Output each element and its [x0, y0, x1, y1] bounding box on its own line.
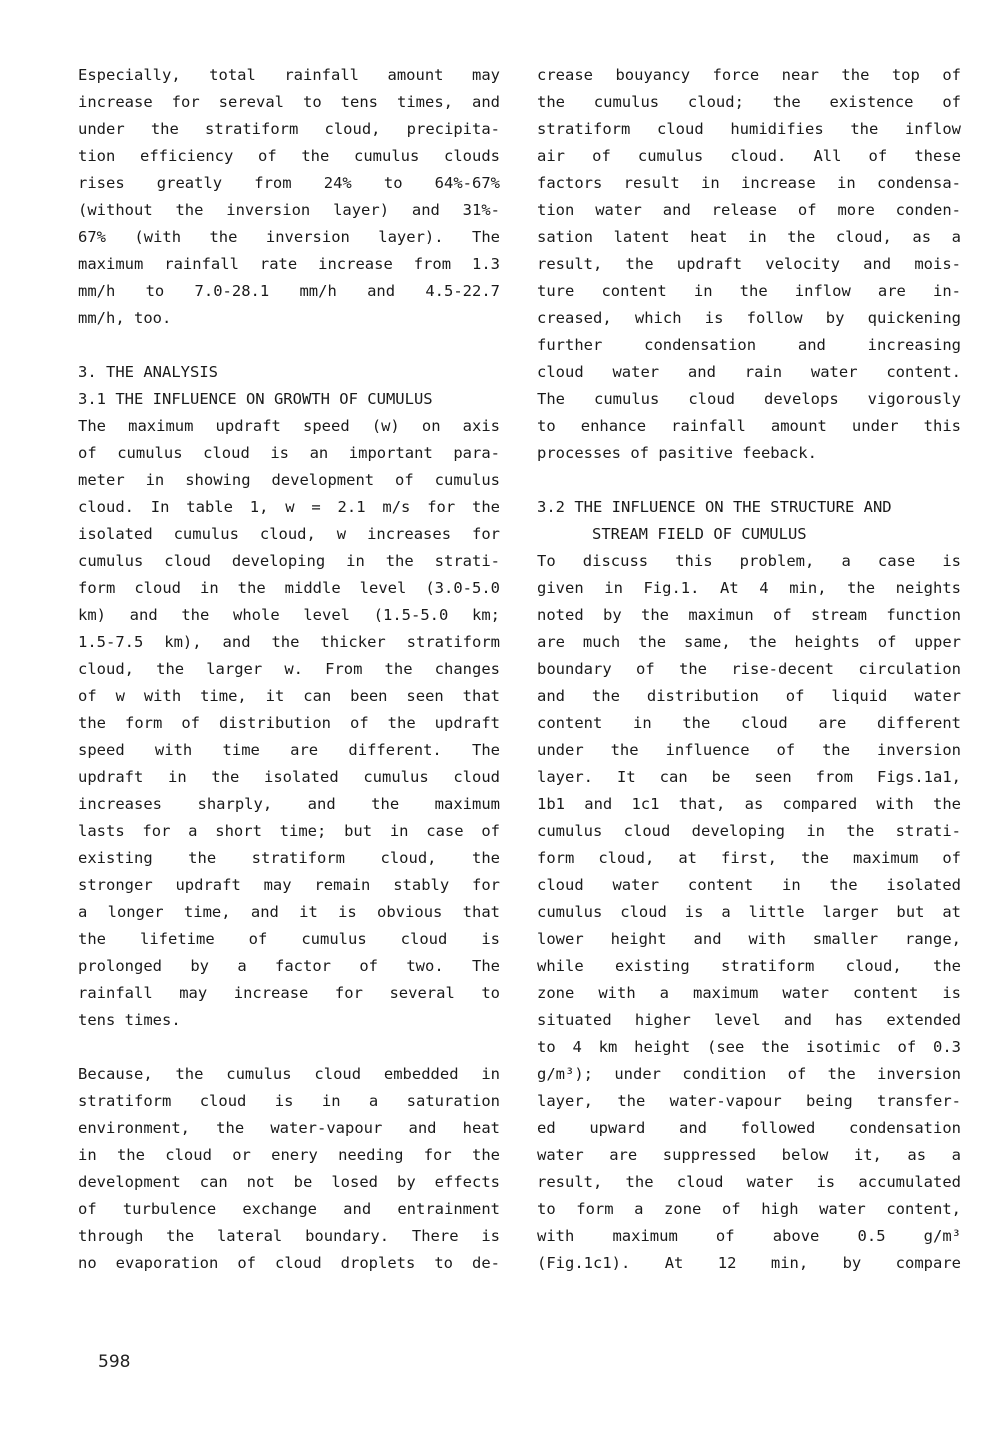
text-line: rainfall may increase for several to	[78, 984, 500, 1002]
text-line: (without the inversion layer) and 31%-	[78, 201, 500, 219]
text-line: ture content in the inflow are in-	[537, 282, 961, 300]
text-line: existing the stratiform cloud, the	[78, 849, 500, 867]
text-line: with maximum of above 0.5 g/m³	[537, 1227, 961, 1245]
text-line: cumulus cloud developing in the strati-	[537, 822, 961, 840]
text-line: the lifetime of cumulus cloud is	[78, 930, 500, 948]
left-paragraph-1	[78, 62, 500, 332]
text-line: form cloud, at first, the maximum of	[537, 849, 961, 867]
text-line: of turbulence exchange and entrainment	[78, 1200, 500, 1218]
text-line: environment, the water-vapour and heat	[78, 1119, 500, 1137]
text-line: noted by the maximun of stream function	[537, 606, 961, 624]
paragraph-gap	[537, 467, 961, 494]
text-line: to enhance rainfall amount under this	[537, 417, 961, 435]
text-line: mm/h, too.	[78, 309, 172, 327]
text-line: boundary of the rise-decent circulation	[537, 660, 961, 678]
right-paragraph-2	[537, 548, 961, 1277]
text-line: increases sharply, and the maximum	[78, 795, 500, 813]
text-line: of w with time, it can been seen that	[78, 687, 500, 705]
text-line: The maximum updraft speed (w) on axis	[78, 417, 500, 435]
text-line: cloud water and rain water content.	[537, 363, 961, 381]
text-line: cloud, the larger w. From the changes	[78, 660, 500, 678]
left-paragraph-3	[78, 1061, 500, 1277]
text-line: form cloud in the middle level (3.0-5.0	[78, 579, 500, 597]
text-line: cumulus cloud is a little larger but at	[537, 903, 961, 921]
text-line: air of cumulus cloud. All of these	[537, 147, 961, 165]
paragraph-gap	[78, 332, 500, 359]
text-line: Because, the cumulus cloud embedded in	[78, 1065, 500, 1083]
text-line: processes of pasitive feeback.	[537, 444, 817, 462]
text-line: tion efficiency of the cumulus clouds	[78, 147, 500, 165]
text-line: are much the same, the heights of upper	[537, 633, 961, 651]
text-line: To discuss this problem, a case is	[537, 552, 961, 570]
text-line: isolated cumulus cloud, w increases for	[78, 525, 500, 543]
text-line: stronger updraft may remain stably for	[78, 876, 500, 894]
text-line: while existing stratiform cloud, the	[537, 957, 961, 975]
text-line: result, the cloud water is accumulated	[537, 1173, 961, 1191]
text-line: cloud. In table 1, w = 2.1 m/s for the	[78, 498, 500, 516]
text-line: 1.5-7.5 km), and the thicker stratiform	[78, 633, 500, 651]
text-line: sation latent heat in the cloud, as a	[537, 228, 961, 246]
text-line: to form a zone of high water content,	[537, 1200, 961, 1218]
text-line: lower height and with smaller range,	[537, 930, 961, 948]
text-line: content in the cloud are different	[537, 714, 961, 732]
text-line: factors result in increase in condensa-	[537, 174, 961, 192]
text-line: 67% (with the inversion layer). The	[78, 228, 500, 246]
text-line: km) and the whole level (1.5-5.0 km;	[78, 606, 500, 624]
text-line: development can not be losed by effects	[78, 1173, 500, 1191]
text-line: zone with a maximum water content is	[537, 984, 961, 1002]
right-column	[537, 62, 961, 1277]
text-line: g/m³); under condition of the inversion	[537, 1065, 961, 1083]
page-number: 598	[98, 1352, 131, 1372]
text-line: no evaporation of cloud droplets to de-	[78, 1254, 500, 1272]
text-line: further condensation and increasing	[537, 336, 961, 354]
text-line: the form of distribution of the updraft	[78, 714, 500, 732]
text-line: cloud water content in the isolated	[537, 876, 961, 894]
text-line: mm/h to 7.0-28.1 mm/h and 4.5-22.7	[78, 282, 500, 300]
right-paragraph-1	[537, 62, 961, 467]
text-line: tion water and release of more conden-	[537, 201, 961, 219]
text-line: rises greatly from 24% to 64%-67%	[78, 174, 500, 192]
text-line: prolonged by a factor of two. The	[78, 957, 500, 975]
section-heading: 3. THE ANALYSIS	[78, 363, 218, 381]
text-line: meter in showing development of cumulus	[78, 471, 500, 489]
subsection-heading: 3.2 THE INFLUENCE ON THE STRUCTURE AND	[537, 498, 892, 516]
text-line: maximum rainfall rate increase from 1.3	[78, 255, 500, 273]
text-line: creased, which is follow by quickening	[537, 309, 961, 327]
left-paragraph-2	[78, 413, 500, 1034]
text-line: the cumulus cloud; the existence of	[537, 93, 961, 111]
text-line: stratiform cloud is in a saturation	[78, 1092, 500, 1110]
text-line: (Fig.1c1). At 12 min, by compare	[537, 1254, 961, 1272]
left-column	[78, 62, 500, 1277]
text-line: ed upward and followed condensation	[537, 1119, 961, 1137]
text-line: crease bouyancy force near the top of	[537, 66, 961, 84]
text-line: situated higher level and has extended	[537, 1011, 961, 1029]
text-line: updraft in the isolated cumulus cloud	[78, 768, 500, 786]
text-line: under the influence of the inversion	[537, 741, 961, 759]
text-line: layer. It can be seen from Figs.1a1,	[537, 768, 961, 786]
text-line: speed with time are different. The	[78, 741, 500, 759]
text-line: given in Fig.1. At 4 min, the neights	[537, 579, 961, 597]
text-line: water are suppressed below it, as a	[537, 1146, 961, 1164]
text-line: layer, the water-vapour being transfer-	[537, 1092, 961, 1110]
text-line: under the stratiform cloud, precipita-	[78, 120, 500, 138]
paragraph-gap	[78, 1034, 500, 1061]
subsection-heading-continued: STREAM FIELD OF CUMULUS	[592, 525, 807, 543]
text-line: to 4 km height (see the isotimic of 0.3	[537, 1038, 961, 1056]
text-line: in the cloud or enery needing for the	[78, 1146, 500, 1164]
text-line: result, the updraft velocity and mois-	[537, 255, 961, 273]
text-line: The cumulus cloud develops vigorously	[537, 390, 961, 408]
text-line: and the distribution of liquid water	[537, 687, 961, 705]
text-line: stratiform cloud humidifies the inflow	[537, 120, 961, 138]
text-line: through the lateral boundary. There is	[78, 1227, 500, 1245]
text-line: a longer time, and it is obvious that	[78, 903, 500, 921]
subsection-heading: 3.1 THE INFLUENCE ON GROWTH OF CUMULUS	[78, 390, 433, 408]
text-line: tens times.	[78, 1011, 181, 1029]
text-line: of cumulus cloud is an important para-	[78, 444, 500, 462]
text-line: lasts for a short time; but in case of	[78, 822, 500, 840]
text-line: 1b1 and 1c1 that, as compared with the	[537, 795, 961, 813]
text-line: Especially, total rainfall amount may	[78, 66, 500, 84]
text-line: increase for sereval to tens times, and	[78, 93, 500, 111]
text-line: cumulus cloud developing in the strati-	[78, 552, 500, 570]
